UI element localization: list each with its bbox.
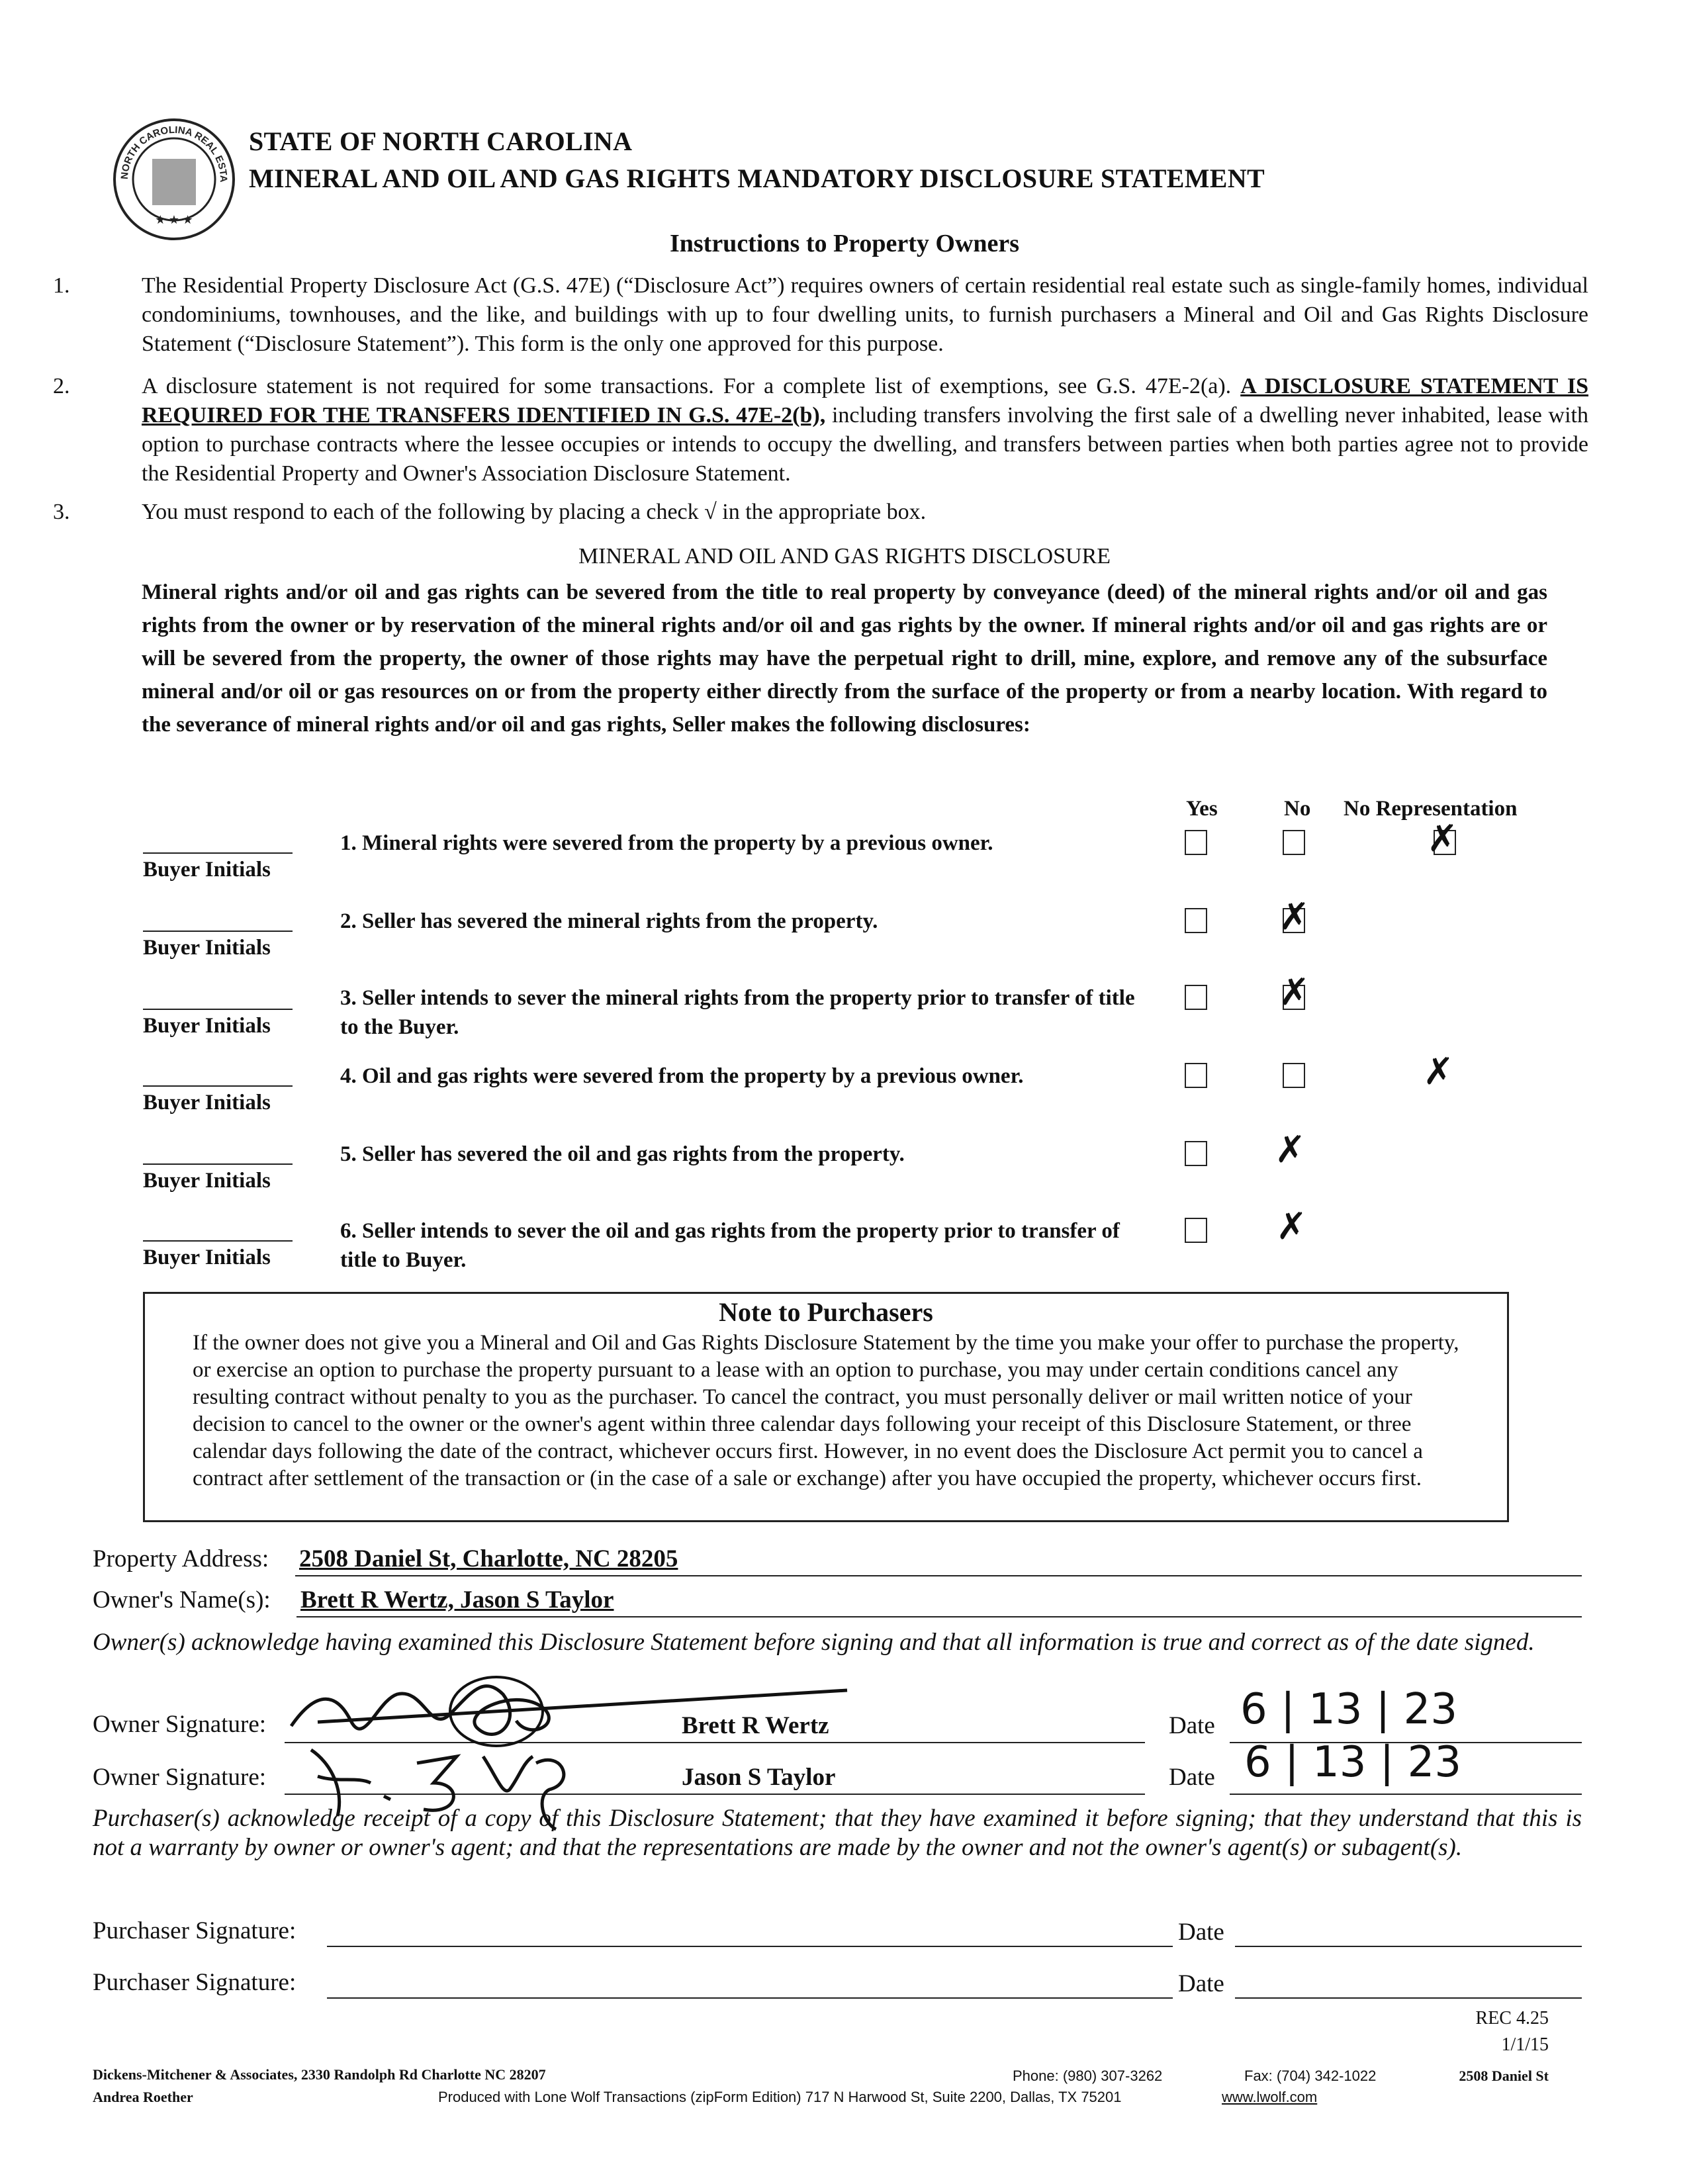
owner-acknowledgement: Owner(s) acknowledge having examined this Disclosure Statement before signing and that all information is true and correct as of the date signed. — [93, 1629, 1535, 1656]
question-1: 1. Mineral rights were severed from the property by a previous owner. — [340, 831, 993, 855]
buyer-initials-line[interactable] — [143, 1009, 293, 1010]
title-form: MINERAL AND OIL AND GAS RIGHTS MANDATORY DISCLOSURE STATEMENT — [249, 163, 1265, 193]
question-2: 2. Seller has severed the mineral rights from the property. — [340, 909, 878, 933]
question-4: 4. Oil and gas rights were severed from the property by a previous owner. — [340, 1064, 1024, 1088]
item-number: 3. — [53, 500, 70, 524]
buyer-initials-label: Buyer Initials — [143, 858, 271, 882]
footer-produced-with: Produced with Lone Wolf Transactions (zipForm Edition) 717 N Harwood St, Suite 2200, Dallas, TX 75201 — [438, 2089, 1122, 2105]
buyer-initials-label: Buyer Initials — [143, 936, 271, 960]
buyer-initials-label: Buyer Initials — [143, 1014, 271, 1038]
column-yes: Yes — [1186, 797, 1218, 821]
commission-seal — [111, 116, 237, 242]
item-text: You must respond to each of the following by placing a check √ in the appropriate box. — [142, 500, 927, 524]
owner-signature-label: Owner Signature: — [93, 1711, 267, 1738]
purchaser-acknowledgement: Purchaser(s) acknowledge receipt of a copy of this Disclosure Statement; that they have examined it before signing; that they understand that this is not a warranty by owner or owner's agent; and that the representations are made by the owner and not the owner's agent(s) or subagent(s). — [93, 1805, 1582, 1861]
owner-signature-label: Owner Signature: — [93, 1764, 267, 1791]
svg-text:★ ★ ★: ★ ★ ★ — [155, 213, 193, 226]
item-text-emphasis: A DISCLOSURE STATEMENT IS REQUIRED FOR THE TRANSFERS IDENTIFIED IN G.S. 47E-2(b), — [142, 374, 1589, 428]
footer-company: Dickens-Mitchener & Associates, 2330 Randolph Rd Charlotte NC 28207 — [93, 2066, 546, 2083]
buyer-initials-line[interactable] — [143, 1240, 293, 1242]
footer-fax: Fax: (704) 342-1022 — [1244, 2068, 1377, 2084]
check-mark: ✗ — [1275, 1128, 1306, 1171]
item-text-after: including transfers involving the first sale of a dwelling never inhabited, lease with option to purchase contracts where the lessee occupies or intends to occupy the dwelling, and transfers between parties when both parties agree not to provide the Residential Property and Owner's Association Disclosure Statement. — [142, 403, 1588, 486]
seal-text: NORTH CAROLINA REAL ESTA — [118, 124, 230, 182]
property-address-line — [295, 1575, 1582, 1576]
checkbox-yes[interactable] — [1185, 985, 1207, 1010]
footer-website-link[interactable]: www.lwolf.com — [1222, 2089, 1318, 2105]
owner-date-handwritten: 6 | 13 | 23 — [1244, 1738, 1462, 1787]
buyer-initials-line[interactable] — [143, 1085, 293, 1087]
check-mark: ✗ — [1279, 895, 1310, 938]
note-to-purchasers — [143, 1292, 1509, 1522]
checkbox-no[interactable] — [1283, 1063, 1305, 1088]
footer-agent: Andrea Roether — [93, 2089, 193, 2105]
instruction-item-1 — [53, 271, 1588, 364]
checkbox-yes[interactable] — [1185, 1063, 1207, 1088]
owners-name-line — [297, 1616, 1582, 1617]
footer-phone: Phone: (980) 307-3262 — [1013, 2068, 1163, 2084]
check-mark: ✗ — [1423, 1050, 1454, 1093]
date-label: Date — [1178, 1970, 1224, 1997]
purchaser-signature-line[interactable] — [327, 1946, 1173, 1947]
checkbox-yes[interactable] — [1185, 1218, 1207, 1243]
owner-date-handwritten: 6 | 13 | 23 — [1240, 1685, 1458, 1734]
checkbox-yes[interactable] — [1185, 908, 1207, 933]
date-label: Date — [1169, 1764, 1215, 1791]
footer-file-name: 2508 Daniel St — [1459, 2068, 1549, 2084]
date-line[interactable] — [1235, 1946, 1582, 1947]
item-text: The Residential Property Disclosure Act (G.S. 47E) (“Disclosure Act”) requires owners of certain residential real estate such as single-family homes, individual condominiums, townhouses, and the like, and buildings with up to four dwelling units, to furnish purchasers a Mineral and Oil and Gas Rights Disclosure Statement (“Disclosure Statement”). This form is the only one approved for this purpose. — [142, 273, 1588, 356]
buyer-initials-label: Buyer Initials — [143, 1169, 271, 1193]
item-number: 1. — [53, 273, 70, 298]
note-body: If the owner does not give you a Mineral and Oil and Gas Rights Disclosure Statement by the time you make your offer to purchase the property, or exercise an option to purchase the property pursuant to a lease with an option to purchase, you may under certain conditions cancel any resulting contract without penalty to you as the purchaser. To cancel the contract, you must personally deliver or mail written notice of your decision to cancel to the owner or the owner's agent within three calendar days following your receipt of this Disclosure Statement, or three calendar days following the date of the contract, whichever occurs first. However, in no event does the Disclosure Act permit you to cancel a contract after settlement of the transaction or (in the case of a sale or exchange) after you have occupied the property, whichever occurs first. — [193, 1331, 1459, 1490]
property-address-value[interactable]: 2508 Daniel St, Charlotte, NC 28205 — [299, 1545, 678, 1572]
item-text-before: A disclosure statement is not required for some transactions. For a complete list of exemptions, see G.S. 47E-2(a). — [142, 374, 1232, 398]
buyer-initials-label: Buyer Initials — [143, 1246, 271, 1269]
instruction-item-2 — [53, 372, 1588, 491]
question-6: 6. Seller intends to sever the oil and gas rights from the property prior to transfer of title to Buyer. — [340, 1219, 1120, 1272]
owners-name-value[interactable]: Brett R Wertz, Jason S Taylor — [300, 1586, 614, 1614]
buyer-initials-label: Buyer Initials — [143, 1091, 271, 1115]
question-5: 5. Seller has severed the oil and gas rights from the property. — [340, 1142, 905, 1166]
note-title: Note to Purchasers — [719, 1297, 933, 1327]
column-no-representation: No Representation — [1344, 797, 1518, 821]
check-mark: ✗ — [1276, 1205, 1307, 1248]
checkbox-no[interactable] — [1283, 830, 1305, 855]
date-line[interactable] — [1235, 1997, 1582, 1999]
buyer-initials-line[interactable] — [143, 1163, 293, 1165]
purchaser-signature-label: Purchaser Signature: — [93, 1969, 297, 1996]
owners-name-label: Owner's Name(s): — [93, 1586, 271, 1614]
check-mark: ✗ — [1427, 817, 1458, 860]
checkbox-yes[interactable] — [1185, 830, 1207, 855]
date-label: Date — [1178, 1919, 1224, 1946]
purchaser-signature-line[interactable] — [327, 1997, 1173, 1999]
purchaser-signature-label: Purchaser Signature: — [93, 1917, 297, 1944]
item-text — [142, 372, 1588, 488]
question-3: 3. Seller intends to sever the mineral rights from the property prior to transfer of title to the Buyer. — [340, 986, 1135, 1039]
instructions-heading: Instructions to Property Owners — [669, 230, 1020, 257]
date-line[interactable] — [1230, 1794, 1582, 1795]
item-number: 2. — [53, 374, 70, 398]
date-label: Date — [1169, 1712, 1215, 1739]
form-code: REC 4.25 — [1475, 2008, 1549, 2028]
disclosure-heading: MINERAL AND OIL AND GAS RIGHTS DISCLOSURE — [578, 544, 1111, 569]
disclosure-body: Mineral rights and/or oil and gas rights can be severed from the title to real property by conveyance (deed) of the mineral rights and/or oil and gas rights from the owner or by reservation of the mineral rights and/or oil and gas rights by the owner. If mineral rights and/or oil and gas rights are or will be severed from the property, the owner of those rights may have the perpetual right to drill, mine, explore, and remove any of the subsurface mineral and/or oil or gas resources on or from the property either directly from the surface of the property or from a nearby location. With regard to the severance of mineral rights and/or oil and gas rights, Seller makes the following disclosures: — [142, 580, 1547, 737]
property-address-label: Property Address: — [93, 1545, 269, 1572]
buyer-initials-line[interactable] — [143, 852, 293, 854]
title-state: STATE OF NORTH CAROLINA — [249, 126, 633, 156]
owner-printed-name: Brett R Wertz — [682, 1712, 829, 1739]
check-mark: ✗ — [1279, 971, 1310, 1014]
checkbox-yes[interactable] — [1185, 1141, 1207, 1166]
owner-printed-name: Jason S Taylor — [682, 1764, 836, 1791]
column-no: No — [1284, 797, 1311, 821]
buyer-initials-line[interactable] — [143, 931, 293, 932]
form-date: 1/1/15 — [1501, 2034, 1549, 2055]
instruction-item-3 — [53, 498, 1588, 527]
